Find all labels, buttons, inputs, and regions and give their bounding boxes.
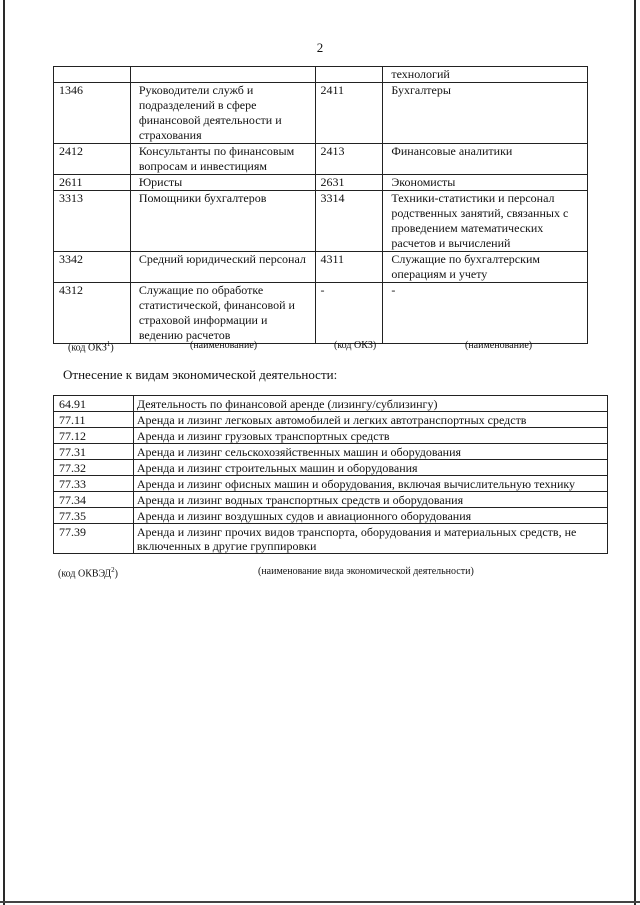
table-row [54, 428, 608, 444]
okved-code-cell: 77.11 [54, 412, 134, 428]
page-edge-left [3, 0, 5, 905]
okved-code-cell: 77.32 [54, 460, 134, 476]
table-row [54, 144, 588, 175]
activity-name-cell: Аренда и лизинг офисных машин и оборудования, включая вычислительную технику [133, 476, 607, 492]
activity-name-cell: Аренда и лизинг строительных машин и оборудования [133, 460, 607, 476]
table-row [54, 252, 588, 283]
okz-code-caption: (код ОКЗ$^1$) [68, 340, 114, 354]
table-row [54, 191, 588, 252]
occupation-name-cell: Служащие по обработке статистической, финансовой и страховой информации и ведению расчетов [130, 283, 315, 344]
okz-code-cell [54, 67, 131, 83]
okz-code-cell: 2412 [54, 144, 131, 175]
okz-code-cell: 2631 [315, 175, 383, 191]
okz-code-cell: 3313 [54, 191, 131, 252]
occupations-table [53, 66, 588, 344]
okz-code-cell: 2411 [315, 83, 383, 144]
occupation-name-cell [130, 67, 315, 83]
okz-code-cell: 4312 [54, 283, 131, 344]
table-row [54, 83, 588, 144]
occupation-name-cell: Финансовые аналитики [383, 144, 588, 175]
okz-code-cell: 2611 [54, 175, 131, 191]
occupation-name-cell: Руководители служб и подразделений в сфере финансовой деятельности и страхования [130, 83, 315, 144]
table-row [54, 175, 588, 191]
table-row [54, 283, 588, 344]
okz-code-cell [315, 67, 383, 83]
activity-name-cell: Аренда и лизинг водных транспортных средств и оборудования [133, 492, 607, 508]
occupation-name-cell: - [383, 283, 588, 344]
table-row [54, 524, 608, 554]
okz-code-cell: - [315, 283, 383, 344]
okz-code-cell: 4311 [315, 252, 383, 283]
okved-code-cell: 77.35 [54, 508, 134, 524]
okz-code-caption-2: (код ОКЗ) [334, 340, 377, 351]
name-caption: (наименование) [190, 340, 258, 351]
activity-name-cell: Аренда и лизинг воздушных судов и авиационного оборудования [133, 508, 607, 524]
page-number: 2 [316, 40, 324, 55]
table-row [54, 492, 608, 508]
occupation-name-cell: технологий [383, 67, 588, 83]
okved-code-cell: 77.33 [54, 476, 134, 492]
okved-code-cell: 77.34 [54, 492, 134, 508]
table-row [54, 460, 608, 476]
occupation-name-cell: Помощники бухгалтеров [130, 191, 315, 252]
activity-name-cell: Аренда и лизинг легковых автомобилей и легких автотранспортных средств [133, 412, 607, 428]
okved-code-cell: 77.39 [54, 524, 134, 554]
activity-name-caption: (наименование вида экономической деятельности) [258, 566, 474, 577]
okz-code-cell: 3314 [315, 191, 383, 252]
table-row [54, 67, 588, 83]
activities-heading: Отнесение к видам экономической деятельности: [63, 367, 338, 382]
name-caption-2: (наименование) [465, 340, 533, 351]
occupation-name-cell: Юристы [130, 175, 315, 191]
occupation-name-cell: Экономисты [383, 175, 588, 191]
activity-name-cell: Аренда и лизинг грузовых транспортных средств [133, 428, 607, 444]
occupation-name-cell: Техники-статистики и персонал родственных занятий, связанных с проведением математических расчетов и вычислений [383, 191, 588, 252]
okved-code-cell: 77.31 [54, 444, 134, 460]
okved-code-cell: 77.12 [54, 428, 134, 444]
okz-code-cell: 2413 [315, 144, 383, 175]
occupation-name-cell: Служащие по бухгалтерским операциям и учету [383, 252, 588, 283]
occupation-name-cell: Консультанты по финансовым вопросам и инвестициям [130, 144, 315, 175]
page-edge-right [634, 0, 636, 905]
okz-code-cell: 3342 [54, 252, 131, 283]
table-row [54, 444, 608, 460]
okz-code-cell: 1346 [54, 83, 131, 144]
occupation-name-cell: Средний юридический персонал [130, 252, 315, 283]
table-row [54, 508, 608, 524]
activity-name-cell: Деятельность по финансовой аренде (лизингу/сублизингу) [133, 396, 607, 412]
okved-code-cell: 64.91 [54, 396, 134, 412]
table-row [54, 412, 608, 428]
activities-table [53, 395, 608, 554]
table-row [54, 396, 608, 412]
activity-name-cell: Аренда и лизинг прочих видов транспорта, оборудования и материальных средств, не включенных в другие группировки [133, 524, 607, 554]
occupation-name-cell: Бухгалтеры [383, 83, 588, 144]
okved-code-caption: (код ОКВЭД$^2$) [58, 566, 118, 580]
table-row [54, 476, 608, 492]
page-edge-bottom [0, 901, 640, 903]
activity-name-cell: Аренда и лизинг сельскохозяйственных машин и оборудования [133, 444, 607, 460]
